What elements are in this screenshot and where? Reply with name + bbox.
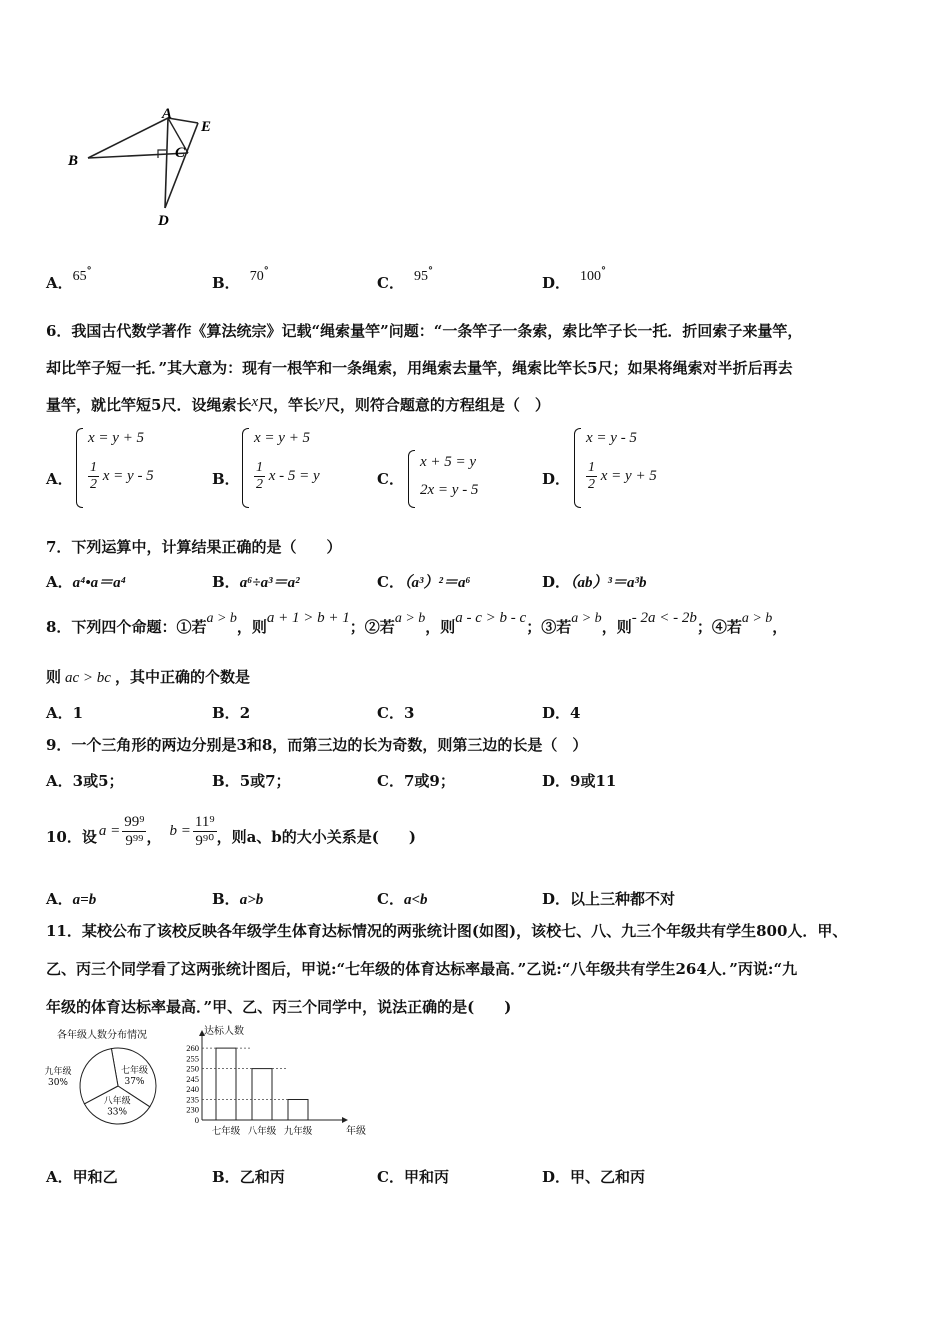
q5-option-b: B． 70°: [212, 266, 269, 292]
bar-ytick-5: 250: [186, 1063, 199, 1074]
q10-option-c: C．a<b: [377, 890, 428, 908]
bar-category-2: 八年级: [247, 1126, 277, 1137]
figure-label-c: C: [175, 145, 186, 161]
q6-option-c-label: C．: [377, 470, 404, 488]
q10-stem: 10．设 a = $\frac{\text{99⁹}}{\text{9⁹⁹}}$ ， b = $\frac{\text{11⁹}}{\text{9⁹⁰}}$ ，则a、b的大小关系是( ): [46, 813, 416, 849]
q7-option-d: D．（ab）³＝a³b: [542, 573, 647, 591]
pie-value-2: 33%: [107, 1107, 128, 1118]
figure-label-b: B: [68, 153, 79, 169]
triangle-figure: [40, 105, 240, 230]
bar-x-arrow: [342, 1117, 348, 1123]
q11-option-c: C．甲和丙: [377, 1168, 449, 1186]
bar-ytick-7: 260: [186, 1043, 199, 1054]
q9-option-a: A．3或5；: [46, 772, 124, 790]
q6-option-c-system: x + 5 = y 2x = y - 5: [408, 450, 518, 506]
q8-option-c: C．3: [377, 704, 415, 722]
q11-line-3: 年级的体育达标率最高．”甲、乙、丙三个同学中，说法正确的是( ): [46, 998, 512, 1016]
q11-option-a: A．甲和乙: [46, 1168, 118, 1186]
q5-option-a: A．65°: [46, 266, 92, 292]
q9-option-c: C．7或9；: [377, 772, 455, 790]
q10-fraction-b: $\frac{\text{11⁹}}{\text{9⁹⁰}}$: [194, 813, 215, 849]
pie-value-1: 37%: [124, 1077, 145, 1088]
q5-option-c: C． 95°: [377, 266, 433, 292]
q6-line-2: 却比竿子短一托．”其大意为：现有一根竿和一条绳索，用绳索去量竿，绳索比竿长5尺；如果将绳索对半折后再去: [46, 359, 793, 377]
q11-line-2: 乙、丙三个同学看了这两张统计图后，甲说:“七年级的体育达标率最高．”乙说:“八年级共有学生264人．”丙说:“九: [46, 960, 798, 978]
q6-line-3: 量竿，就比竿短5尺．设绳索长x尺，竿长y尺，则符合题意的方程组是（ ）: [46, 394, 550, 414]
q7-option-b: B．a⁶÷a³＝a²: [212, 573, 300, 591]
bar-category-3: 九年级: [283, 1126, 313, 1137]
figure-label-a: A: [162, 106, 173, 122]
pie-label-3: 九年级: [44, 1067, 72, 1077]
bar-chart: [180, 1024, 366, 1142]
figure-label-d: D: [158, 213, 169, 229]
q8-option-d: D．4: [542, 704, 581, 722]
q10-fraction-a: $\frac{\text{99⁹}}{\text{9⁹⁹}}$: [124, 813, 145, 849]
bar-2: [252, 1069, 272, 1120]
bar-ytick-2: 235: [186, 1094, 199, 1105]
q6-option-d-system: x = y - 5 $\frac{1}{2}$ x = y + 5: [574, 428, 684, 506]
bar-y-label: 达标人数: [204, 1026, 244, 1037]
q11-line-1: 11．某校公布了该校反映各年级学生体育达标情况的两张统计图(如图)，该校七、八、九三个年级共有学生800人．甲、: [46, 922, 848, 940]
bar-ytick-0: 0: [194, 1115, 199, 1125]
q7-option-c: C．（a³）²＝a⁶: [377, 573, 471, 591]
bar-1: [216, 1048, 236, 1120]
q7-option-a: A．a⁴•a＝a⁴: [46, 573, 126, 591]
q6-option-a-system: x = y + 5 $\frac{1}{2}$ x = y - 5: [76, 428, 186, 506]
bar-category-1: 七年级: [211, 1126, 241, 1137]
bar-ytick-4: 245: [186, 1073, 199, 1084]
q9-option-d: D．9或11: [542, 772, 617, 790]
pie-label-2: 八年级: [103, 1096, 131, 1107]
q6-line-1: 6．我国古代数学著作《算法统宗》记载“绳索量竿”问题：“一条竿子一条索，索比竿子长一托．折回索子来量竿，: [46, 322, 803, 340]
figure-label-e: E: [201, 119, 212, 135]
q6-option-b-system: x = y + 5 $\frac{1}{2}$ x - 5 = y: [242, 428, 352, 506]
bar-x-label: 年级: [346, 1126, 366, 1137]
q9-stem: 9．一个三角形的两边分别是3和8，而第三边的长为奇数，则第三边的长是（ ）: [46, 736, 588, 754]
q10-option-d: D．以上三种都不对: [542, 890, 676, 908]
q6-option-b-label: B．: [212, 470, 240, 488]
q7-stem: 7．下列运算中，计算结果正确的是（ ）: [46, 538, 342, 556]
q11-option-b: B．乙和丙: [212, 1168, 285, 1186]
q8-option-a: A．1: [46, 704, 84, 722]
q9-option-b: B．5或7；: [212, 772, 291, 790]
q8-line-1: 8．下列四个命题：①若a > b，则a + 1 > b + 1；②若a > b，则a - c > b - c；③若a > b，则- 2a < - 2b；④若a > b，: [46, 610, 788, 636]
q11-option-d: D．甲、乙和丙: [542, 1168, 646, 1186]
pie-label-1: 七年级: [120, 1066, 149, 1077]
bar-ytick-6: 255: [186, 1053, 199, 1064]
pie-chart: [40, 1026, 170, 1130]
q8-line-2: 则 ac > bc ，其中正确的个数是: [46, 668, 250, 686]
bar-ytick-3: 240: [186, 1084, 199, 1095]
pie-value-3: 30%: [47, 1078, 69, 1088]
q8-option-b: B．2: [212, 704, 251, 722]
bar-ytick-1: 230: [186, 1104, 199, 1115]
pie-title: 各年级人数分布情况: [57, 1030, 147, 1041]
q10-option-a: A．a=b: [46, 890, 97, 908]
bar-3: [288, 1100, 308, 1121]
q6-option-a-label: A．: [46, 470, 73, 488]
q6-option-d-label: D．: [542, 470, 571, 488]
q10-option-b: B．a>b: [212, 890, 264, 908]
q5-option-d: D． 100°: [542, 266, 607, 292]
